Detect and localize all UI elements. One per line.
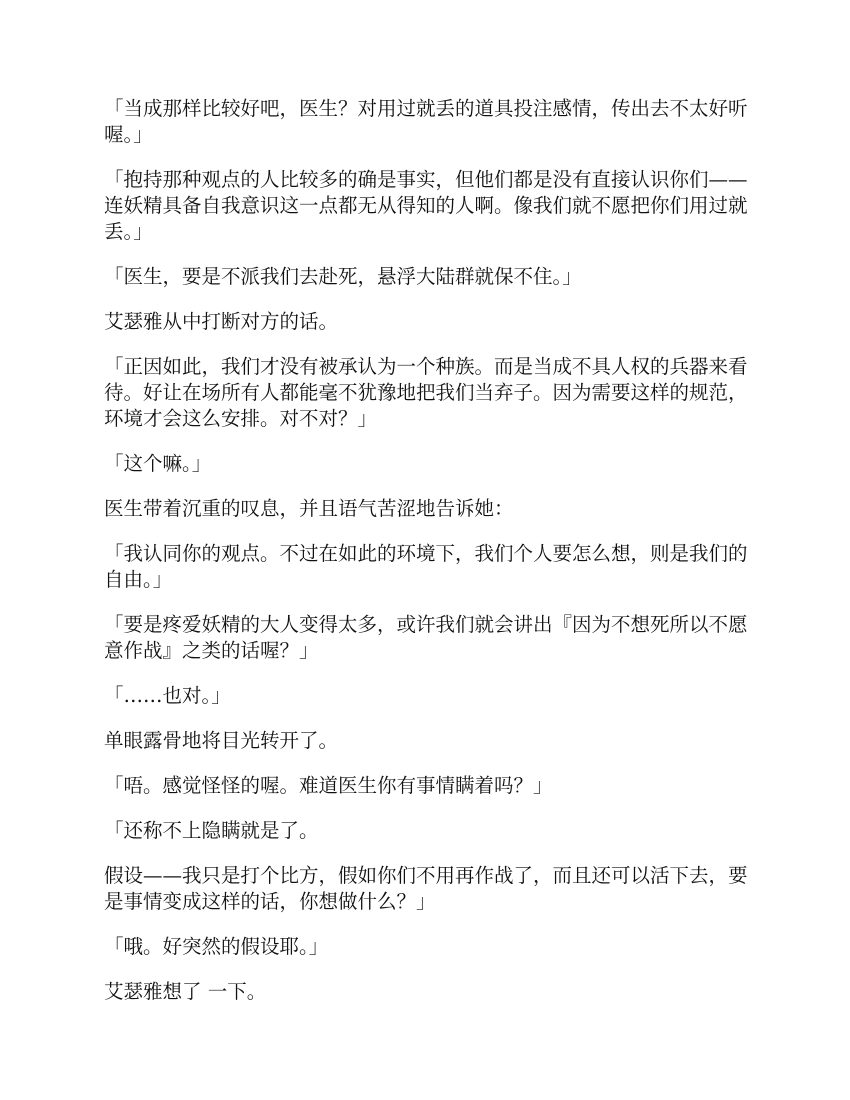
paragraph: 「唔。感觉怪怪的喔。难道医生你有事情瞒着吗？」 <box>104 774 553 797</box>
paragraph: 「要是疼爱妖精的大人变得太多，或许我们就会讲出『因为不想死所以不愿意作战』之类的话喔？」 <box>104 613 748 662</box>
paragraph: 艾瑟雅想了 一下。 <box>104 980 267 1003</box>
document-body <box>104 96 754 1024</box>
paragraph: 「我认同你的观点。不过在如此的环境下，我们个人要怎么想，则是我们的自由。」 <box>104 542 748 591</box>
paragraph: 医生带着沉重的叹息，并且语气苦涩地告诉她： <box>104 497 514 520</box>
paragraph: 「医生，要是不派我们去赴死，悬浮大陆群就保不住。」 <box>104 265 582 288</box>
paragraph: 「哦。好突然的假设耶。」 <box>104 935 329 958</box>
paragraph: 「……也对。」 <box>104 684 231 707</box>
paragraph: 「抱持那种观点的人比较多的确是事实，但他们都是没有直接认识你们——连妖精具备自我意识这一点都无从得知的人啊。像我们就不愿把你们用过就丢。」 <box>104 168 748 243</box>
paragraph: 「还称不上隐瞒就是了。 <box>104 819 319 842</box>
paragraph: 「当成那样比较好吧，医生？对用过就丢的道具投注感情，传出去不太好听喔。」 <box>104 97 748 146</box>
paragraph: 假设——我只是打个比方，假如你们不用再作战了，而且还可以活下去，要是事情变成这样的话，你想做什么？」 <box>104 864 748 913</box>
paragraph: 「这个嘛。」 <box>104 452 212 475</box>
paragraph: 单眼露骨地将目光转开了。 <box>104 729 339 752</box>
paragraph: 艾瑟雅从中打断对方的话。 <box>104 310 339 333</box>
paragraph: 「正因如此，我们才没有被承认为一个种族。而是当成不具人权的兵器来看待。好让在场所有人都能毫不犹豫地把我们当弃子。因为需要这样的规范，环境才会这么安排。对不对？」 <box>104 355 748 430</box>
